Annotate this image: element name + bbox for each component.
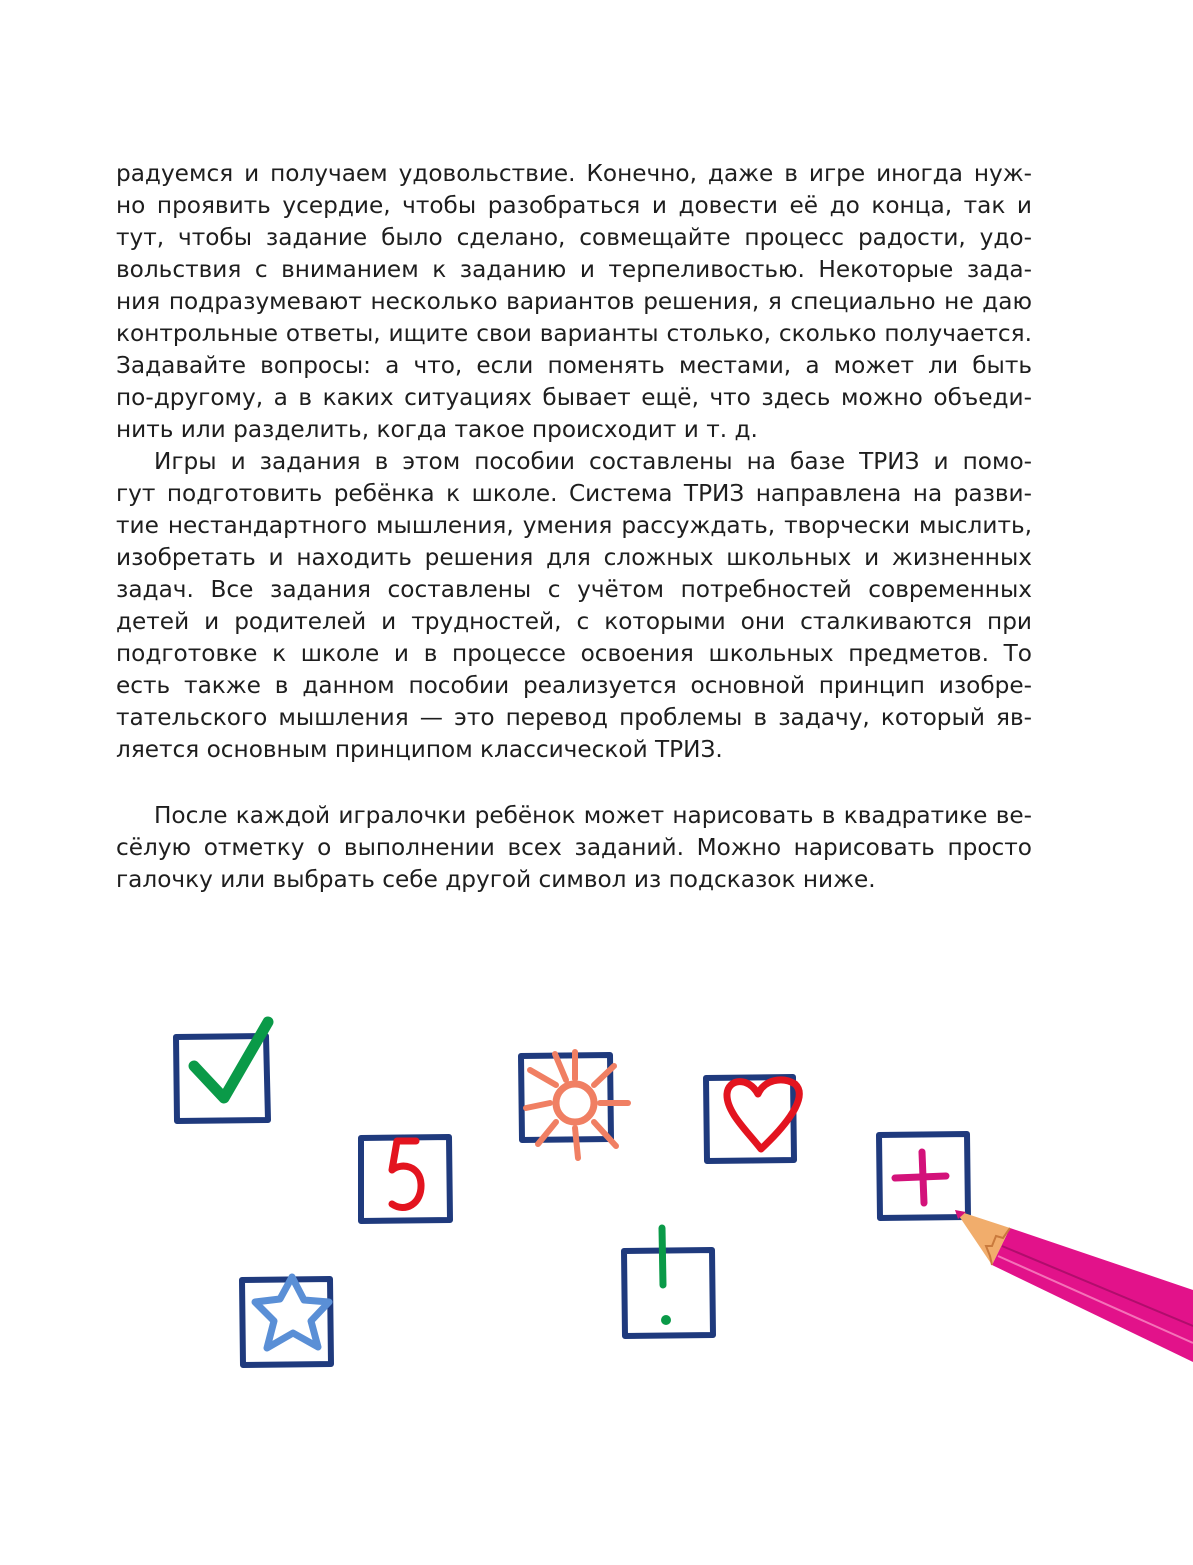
box-outline — [521, 1055, 611, 1140]
plus-icon — [895, 1152, 946, 1203]
paragraph-1 — [116, 158, 1032, 446]
box-outline — [624, 1250, 713, 1336]
paragraph-3 — [116, 800, 1032, 896]
plus-box — [879, 1134, 968, 1218]
text-line: После каждой игралочки ребёнок может нарисовать в квадратике ве- — [154, 802, 1032, 829]
text-line: ляется основным принципом классической ТРИЗ. — [116, 736, 723, 763]
exclamation-icon — [661, 1228, 671, 1325]
text-line: есть также в данном пособии реализуется основной принцип изобре- — [116, 672, 1032, 699]
text-line: Игры и задания в этом пособии составлены на базе ТРИЗ и помо- — [154, 448, 1032, 475]
text-line: подготовке к школе и в процессе освоения школьных предметов. То — [116, 640, 1032, 667]
five-icon — [392, 1141, 421, 1207]
pencil-icon — [955, 1210, 1193, 1362]
text-line: нить или разделить, когда такое происходит и т. д. — [116, 416, 758, 443]
text-line: вольствия с вниманием к заданию и терпеливостью. Некоторые зада- — [116, 256, 1032, 283]
paragraph-2 — [116, 446, 1032, 766]
box-outline — [706, 1077, 794, 1161]
checkmark-box — [176, 1022, 268, 1121]
box-outline — [242, 1279, 331, 1365]
star-icon — [255, 1277, 329, 1348]
text-line: гут подготовить ребёнка к школе. Система ТРИЗ направлена на разви- — [116, 480, 1032, 507]
text-line: детей и родителей и трудностей, с которыми они сталкиваются при — [116, 608, 1032, 635]
star-box — [242, 1277, 331, 1365]
text-line: Задавайте вопросы: а что, если поменять местами, а может ли быть — [116, 352, 1032, 379]
five-box — [361, 1137, 450, 1221]
text-line: радуемся и получаем удовольствие. Конечно, даже в игре иногда нуж- — [116, 160, 1032, 187]
checkmark-icon — [194, 1022, 268, 1098]
text-line: тут, чтобы задание было сделано, совмещайте процесс радости, удо- — [116, 224, 1032, 251]
sun-box — [521, 1052, 628, 1158]
text-line: ния подразумевают несколько вариантов решения, я специально не даю — [116, 288, 1032, 315]
box-outline — [361, 1137, 450, 1221]
text-line: изобретать и находить решения для сложных школьных и жизненных — [116, 544, 1032, 571]
exclamation-box — [624, 1228, 713, 1336]
text-line: контрольные ответы, ищите свои варианты столько, сколько получается. — [116, 320, 1032, 347]
text-line: по-другому, а в каких ситуациях бывает ещё, что здесь можно объеди- — [116, 384, 1032, 411]
text-line: сёлую отметку о выполнении всех заданий. Можно нарисовать просто — [116, 834, 1032, 861]
box-outline — [176, 1036, 268, 1121]
text-line: тие нестандартного мышления, умения рассуждать, творчески мыслить, — [116, 512, 1032, 539]
heart-icon — [727, 1080, 799, 1149]
text-line: галочку или выбрать себе другой символ из подсказок ниже. — [116, 866, 876, 893]
text-line: но проявить усердие, чтобы разобраться и довести её до конца, так и — [116, 192, 1032, 219]
sun-icon — [526, 1052, 628, 1158]
box-outline — [879, 1134, 968, 1218]
heart-box — [706, 1077, 799, 1161]
text-line: задач. Все задания составлены с учётом потребностей современных — [116, 576, 1032, 603]
text-line: тательского мышления — это перевод проблемы в задачу, который яв- — [116, 704, 1032, 731]
